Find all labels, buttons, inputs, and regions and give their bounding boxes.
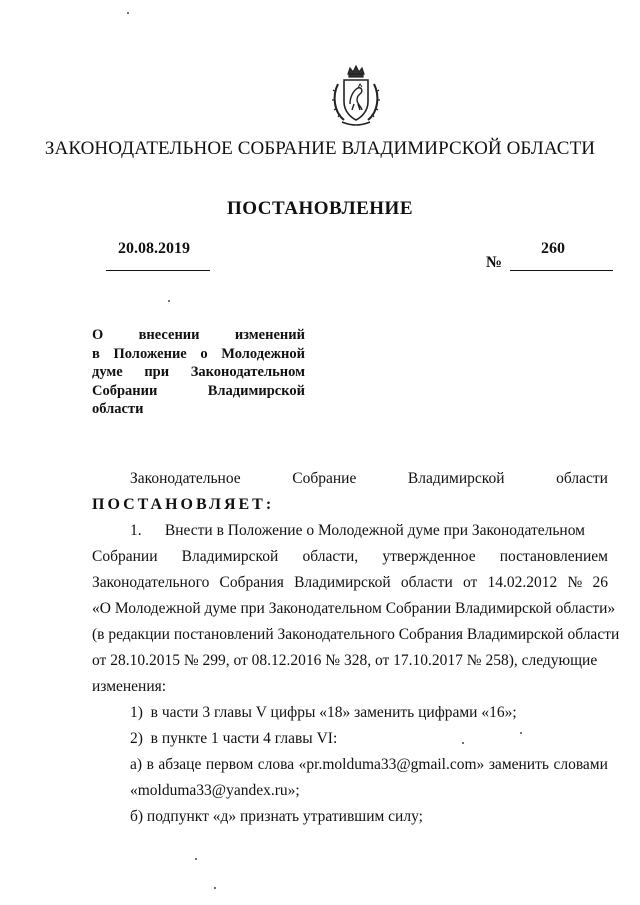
subject-line: Собрании Владимирской [92,382,305,399]
item1-line: Собрании Владимирской области, утвержденное постановлением [92,548,608,565]
organization-title: ЗАКОНОДАТЕЛЬНОЕ СОБРАНИЕ ВЛАДИМИРСКОЙ ОБЛАСТИ [44,138,596,159]
item1-line: «О Молодежной думе при Законодательном Собрании Владимирской области» [92,600,616,617]
item1-line: Законодательного Собрания Владимирской области от 14.02.2012 № 26 [92,574,608,591]
subject-line: области [92,401,144,417]
item1-line: 1. Внести в Положение о Молодежной думе при Законодательном [130,522,585,539]
item1-line: изменения: [92,678,167,695]
scan-speck [520,732,522,734]
subitem-2a-line: а) в абзаце первом слова «pr.molduma33@gmail.com» заменить словами [130,756,608,773]
scan-speck [127,12,129,14]
coat-of-arms-emblem [330,64,382,128]
subject-line: в Положение о Молодежной [92,345,305,362]
scan-speck [195,858,197,860]
number-sign: № [486,254,503,271]
subject-line: О внесении изменений [92,327,305,343]
scan-speck [462,742,464,744]
document-number: 260 [541,240,565,257]
subitem-2: 2) в пункте 1 части 4 главы VI: [130,730,338,747]
document-date: 20.08.2019 [118,240,190,257]
scan-speck [168,300,170,302]
document-type-title: ПОСТАНОВЛЕНИЕ [226,198,414,219]
item1-line: от 28.10.2015 № 299, от 08.12.2016 № 328, от 17.10.2017 № 258), следующие [92,652,598,669]
date-underline [106,270,210,271]
subitem-2a-line: «molduma33@yandex.ru»; [130,782,300,799]
subject-block [92,326,305,419]
preamble-line: Законодательное Собрание Владимирской области [130,470,608,487]
subitem-1: 1) в части 3 главы V цифры «18» заменить цифрами «16»; [130,704,517,721]
body [92,466,620,830]
subject-line: думе при Законодательном [92,364,305,380]
scan-speck [214,887,216,889]
resolves-heading: ПОСТАНОВЛЯЕТ: [92,496,275,513]
item1-line: (в редакции постановлений Законодательного Собрания Владимирской области [92,626,620,643]
subitem-2b: б) подпункт «д» признать утратившим силу; [130,808,423,825]
number-underline [510,270,613,271]
